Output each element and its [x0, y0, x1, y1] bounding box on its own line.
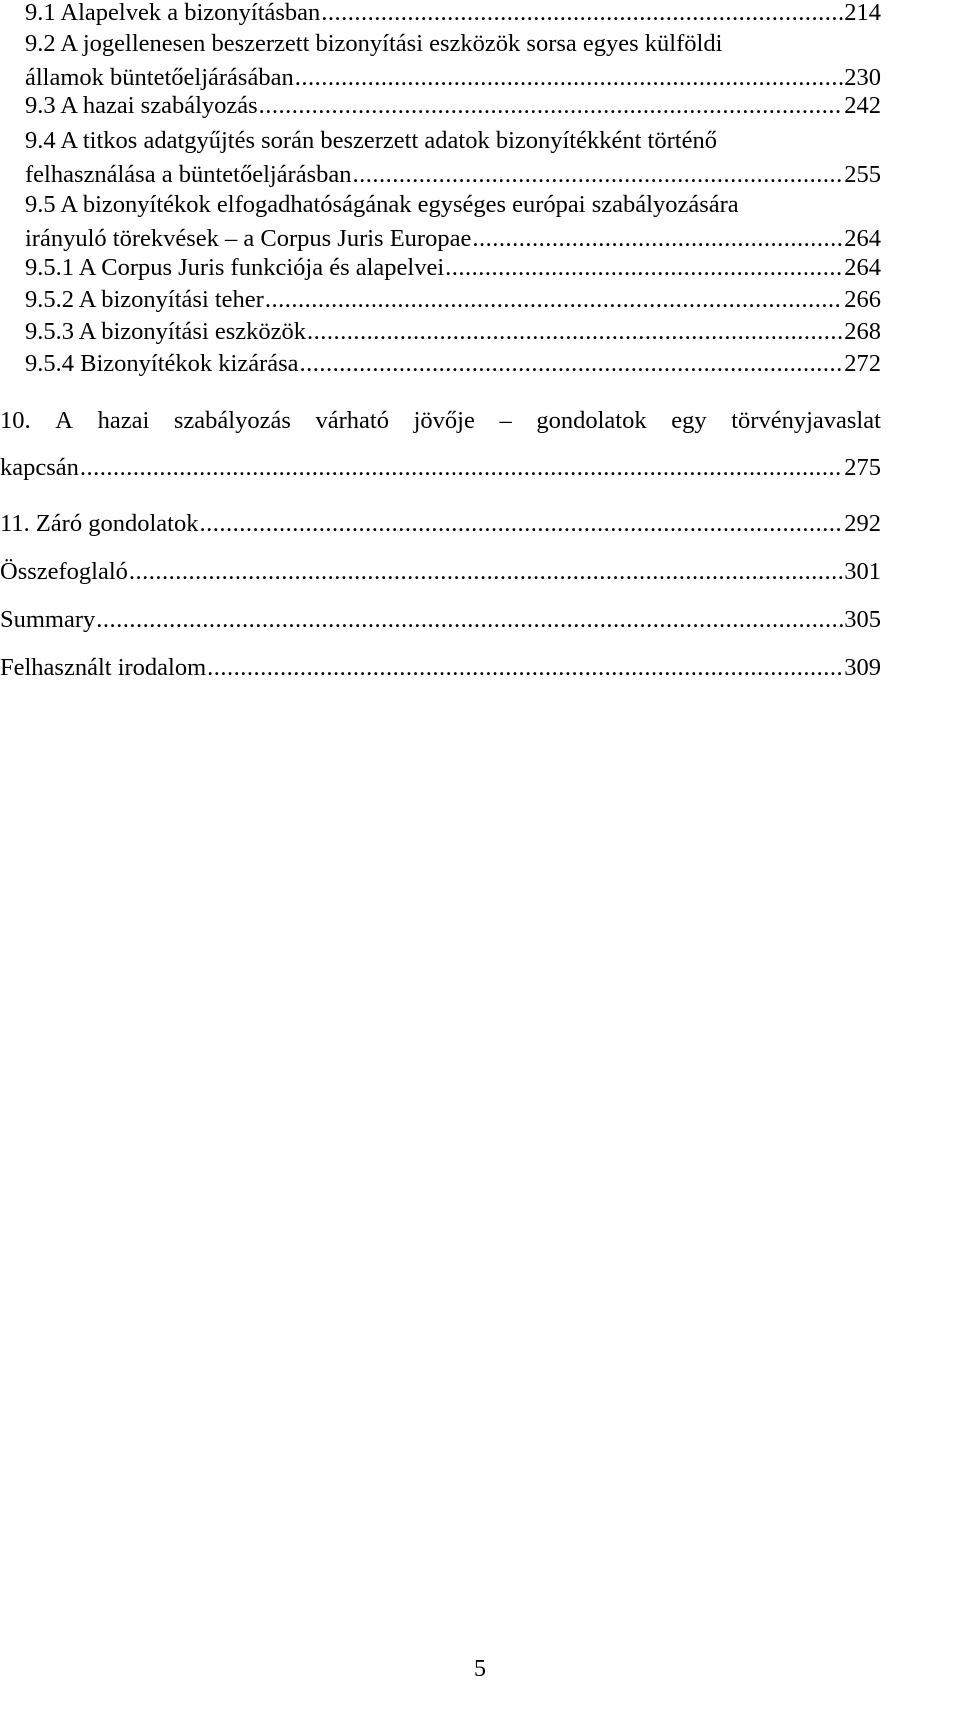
- toc-entry-title: 9.5.3 A bizonyítási eszközök: [25, 318, 307, 345]
- toc-word: jövője: [413, 407, 475, 434]
- toc-entry: [25, 89, 881, 123]
- toc-entry-title: kapcsán: [0, 454, 79, 481]
- toc-entry: [25, 347, 881, 381]
- toc-entry-title: Felhasznált irodalom: [0, 654, 207, 681]
- toc-word: 10.: [0, 407, 31, 434]
- toc-entry-title: Summary: [0, 606, 96, 633]
- dot-leader: [259, 89, 844, 123]
- dot-leader: [129, 555, 843, 589]
- dot-leader: [353, 158, 844, 192]
- toc-word: gondolatok: [536, 407, 647, 434]
- toc-word: hazai: [97, 407, 150, 434]
- toc-entry: [25, 251, 881, 285]
- toc-word: szabályozás: [173, 407, 291, 434]
- toc-word: törvényjavaslat: [731, 407, 881, 434]
- toc-entry: [0, 603, 881, 637]
- toc-entry-page: 255: [844, 161, 881, 188]
- toc-entry-page: 272: [844, 350, 881, 377]
- toc-entry: [0, 404, 881, 485]
- toc-word: –: [499, 407, 512, 434]
- toc-entry-title: felhasználása a büntetőeljárásban: [25, 161, 352, 188]
- dot-leader: [321, 0, 843, 30]
- dot-leader: [207, 651, 843, 685]
- toc-word: egy: [671, 407, 707, 434]
- dot-leader: [300, 347, 844, 381]
- toc-word: A: [55, 407, 73, 434]
- toc-entry-page: 266: [844, 286, 881, 313]
- dot-leader: [445, 251, 843, 285]
- toc-entry-page: 292: [844, 510, 881, 537]
- page-number: 5: [474, 1656, 486, 1682]
- toc-entry: [25, 283, 881, 317]
- toc-entry-title: 9.5.1 A Corpus Juris funkciója és alapelvei: [25, 254, 445, 281]
- toc-entry-page: 275: [844, 454, 881, 481]
- toc-entry-title: 9.1 Alapelvek a bizonyításban: [25, 0, 321, 26]
- toc-entry: [25, 188, 881, 256]
- dot-leader: [80, 451, 843, 485]
- toc-entry-page: 268: [844, 318, 881, 345]
- toc-entry: [0, 555, 881, 589]
- toc-entry-title: Összefoglaló: [0, 558, 128, 585]
- toc-entry-title-line: 9.5 A bizonyítékok elfogadhatóságának egységes európai szabályozására: [25, 191, 739, 218]
- toc-entry-title-line: [0, 404, 881, 438]
- toc-entry-page: 264: [844, 254, 881, 281]
- toc-entry-title: 9.5.2 A bizonyítási teher: [25, 286, 264, 313]
- toc-word: várható: [315, 407, 389, 434]
- toc-entry-title: irányuló törekvések – a Corpus Juris Europae: [25, 225, 472, 252]
- toc-entry: [25, 0, 881, 30]
- toc-entry-page: 242: [844, 92, 881, 119]
- toc-entry: [25, 124, 881, 192]
- toc-entry-title-line: 9.4 A titkos adatgyűjtés során beszerzett adatok bizonyítékként történő: [25, 127, 717, 154]
- dot-leader: [199, 507, 843, 541]
- toc-entry-title: 11. Záró gondolatok: [0, 510, 199, 537]
- toc-entry: [0, 651, 881, 685]
- toc-entry-page: 214: [844, 0, 881, 26]
- toc-entry-title: 9.5.4 Bizonyítékok kizárása: [25, 350, 299, 377]
- toc-entry-title: államok büntetőeljárásában: [25, 64, 294, 91]
- toc-entry: [0, 507, 881, 541]
- dot-leader: [96, 603, 843, 637]
- toc-entry-page: 301: [844, 558, 881, 585]
- toc-entry-page: 264: [844, 225, 881, 252]
- toc-entry-title: 9.3 A hazai szabályozás: [25, 92, 258, 119]
- toc-entry: [25, 27, 881, 95]
- toc-entry-page: 309: [844, 654, 881, 681]
- toc-entry-page: 305: [844, 606, 881, 633]
- dot-leader: [265, 283, 843, 317]
- toc-entry: [25, 315, 881, 349]
- dot-leader: [307, 315, 843, 349]
- toc-entry-title-line: 9.2 A jogellenesen beszerzett bizonyítási eszközök sorsa egyes külföldi: [25, 30, 723, 57]
- toc-entry-page: 230: [844, 64, 881, 91]
